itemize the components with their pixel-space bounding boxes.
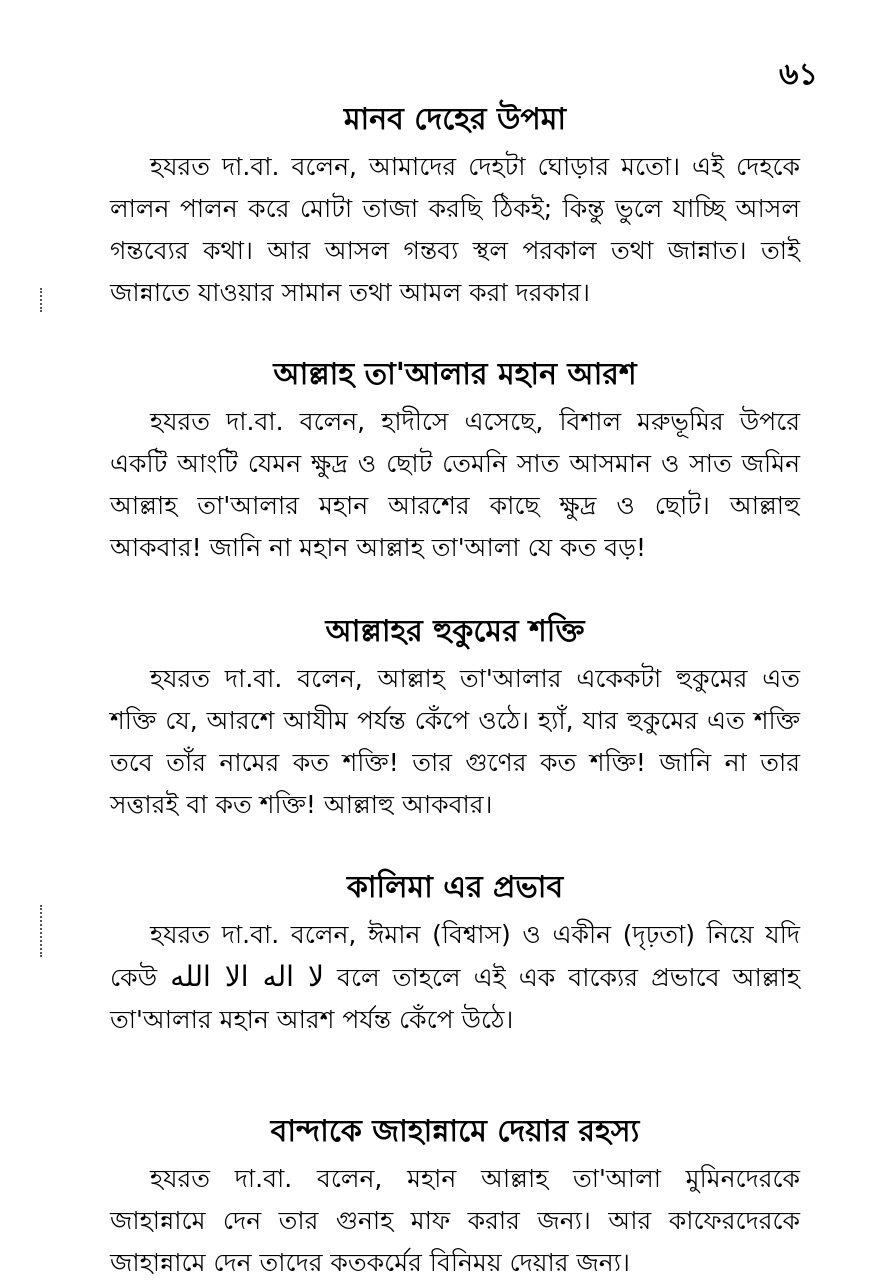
section-heading: কালিমা এর প্রভাব <box>346 870 564 905</box>
section-body-simile <box>110 100 800 314</box>
section-great-throne <box>110 355 800 569</box>
section-power-of-command <box>110 612 800 826</box>
section-heading: বান্দাকে জাহান্নামে দেয়ার রহস্য <box>270 1114 640 1149</box>
page-number: ৬১ <box>779 57 818 92</box>
section-paragraph: হযরত দা.বা. বলেন, আমাদের দেহটা ঘোড়ার মতো। এই দেহকে লালন পালন করে মোটা তাজা করছি ঠিকই; কিন্তু ভুলে যাচ্ছি আসল গন্তব্যের কথা। আর আসল গন্তব্য স্থল পরকাল তথা জান্নাত। তাই জান্নাতে যাওয়ার সামান তথা আমল করা দরকার। <box>110 152 800 307</box>
section-hell-secret <box>110 1112 800 1284</box>
paragraph-text-after: বলে তাহলে এই এক বাক্যের প্রভাবে আল্লাহ তা'আলার মহান আরশ পর্যন্ত কেঁপে উঠে। <box>110 963 800 1034</box>
section-paragraph: হযরত দা.বা. বলেন, হাদীসে এসেছে, বিশাল মরুভূমির উপরে একটি আংটি যেমন ক্ষুদ্র ও ছোট তেমনি সাত আসমান ও সাত জমিন আল্লাহ তা'আলার মহান আরশের কাছে ক্ষুদ্র ও ছোট। আল্লাহু আকবার! জানি না মহান আল্লাহ তা'আলা যে কত বড়! <box>110 407 800 562</box>
margin-mark <box>40 905 42 957</box>
section-heading: আল্লাহ তা'আলার মহান আরশ <box>273 357 637 392</box>
arabic-kalima: لا اله الا الله <box>170 960 324 993</box>
section-heading: আল্লাহর হুকুমের শক্তি <box>325 614 585 649</box>
section-kalima-effect <box>110 868 800 1041</box>
section-paragraph: হযরত দা.বা. বলেন, মহান আল্লাহ তা'আলা মুমিনদেরকে জাহান্নামে দেন তার গুনাহ মাফ করার জন্য। আর কাফেরদেরকে জাহান্নামে দেন তাদের কতকর্মের বিনিময় দেয়ার জন্য। <box>110 1164 800 1277</box>
section-paragraph <box>110 914 800 1041</box>
margin-mark <box>40 288 42 312</box>
section-heading: মানব দেহের উপমা <box>343 102 567 137</box>
paragraph-text-before: হযরত দা.বা. বলেন, ঈমান (বিশ্বাস) ও একীন (দৃঢ়তা) নিয়ে যদি কেউ <box>110 920 800 992</box>
section-paragraph: হযরত দা.বা. বলেন, আল্লাহ তা'আলার একেকটা হুকুমের এত শক্তি যে, আরশে আযীম পর্যন্ত কেঁপে ওঠে। হ্যাঁ, যার হুকুমের এত শক্তি তবে তাঁর নামের কত শক্তি! তার গুণের কত শক্তি! জানি না তার সত্তারই বা কত শক্তি! আল্লাহু আকবার। <box>110 664 800 819</box>
